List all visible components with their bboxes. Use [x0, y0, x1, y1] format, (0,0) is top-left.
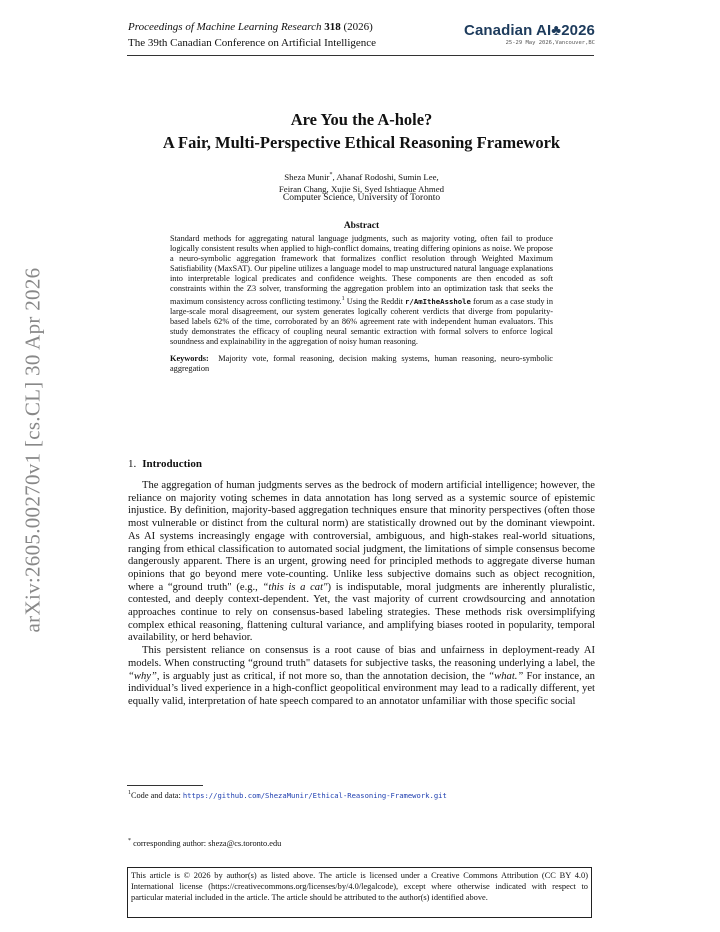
corresponding-author-mark: * [329, 172, 333, 178]
footnote-rule [127, 785, 203, 786]
abstract-part-2: Using the Reddit [344, 296, 406, 306]
keywords-list: Majority vote, formal reasoning, decision making systems, human reasoning, neuro-symbolic aggregation [170, 353, 553, 373]
keywords [170, 354, 553, 374]
author-first: Sheza Munir [284, 171, 330, 182]
abstract-body [170, 234, 553, 374]
section-heading [128, 458, 202, 470]
affiliation: Computer Science, University of Toronto [282, 193, 441, 203]
header-rule [127, 55, 594, 56]
keywords-label: Keywords: [170, 353, 209, 363]
body-text [128, 480, 595, 709]
abstract-part-1: Standard methods for aggregating natural language judgments, such as majority voting, often fail to produce logically consistent results when applied to high-conflict domains, treating differing opinions as noise. We propose a neuro-symbolic aggregation framework that formalizes conflict resolution through Weighted Maximum Satisfiability (MaxSAT). Our pipeline utilizes a language model to map unstructured natural language explanations into interpretable logical predicates and confidence weights. These components are then encoded as soft constraints within the Z3 solver, transforming the aggregation problem into an optimization task that seeks the maximum consistency across conflicting testimony. [170, 234, 553, 306]
abstract-part-3: forum as a case study in large-scale moral disagreement, our system generates logically coherent verdicts that diverge from popularity-based labels 62% of the time, corroborated by an 86% agreement rate with independent human evaluators. This study demonstrates the efficacy of coupling neural semantic extraction with formal solvers to enforce logical soundness and explainability in the aggregation of noisy human reasoning. [170, 296, 553, 346]
authors-line-1 [128, 169, 595, 183]
abstract-heading: Abstract [343, 221, 380, 231]
authors-rest: , Ahanaf Rodoshi, Sumin Lee, [332, 171, 439, 182]
footnote-1-mark: 1 [128, 790, 131, 796]
p2-part-a: This persistent reliance on consensus is a root cause of bias and unfairness in deployment-ready AI models. When constructing “ground truth" datasets for subjective tasks, the reasoning underlying a label, the [128, 645, 595, 669]
footnote-corresponding [128, 838, 281, 848]
footnote-1-text: Code and data: [131, 790, 183, 800]
title-line-1: Are You the A-hole? [290, 110, 433, 129]
journal-volume: 318 [324, 21, 341, 33]
p2-part-c: For instance, an individual’s lived experience in a high-conflict geopolitical environment may lead to a radically different, yet equally valid, interpretation of hate speech compared to an annotator unfamiliar with those specific social [128, 670, 595, 707]
maple-leaf-icon: ♣ [551, 22, 562, 39]
p1-example: “this is a cat" [262, 581, 328, 593]
footnote-corresponding-mark: * [128, 838, 131, 844]
corresponding-author-email: corresponding author: sheza@cs.toronto.edu [131, 838, 282, 848]
code-repository-link[interactable]: https://github.com/ShezaMunir/Ethical-Reasoning-Framework.git [182, 790, 447, 800]
section-title: Introduction [142, 458, 202, 470]
p2-why: “why” [128, 670, 157, 682]
running-header-conference: The 39th Canadian Conference on Artificial Intelligence [128, 37, 377, 49]
abstract-paragraph [170, 234, 553, 347]
p2-what: “what.” [488, 670, 524, 682]
author-list [128, 169, 595, 195]
p2-part-b: , is arguably just as critical, if not more so, than the annotation decision, the [156, 670, 489, 682]
logo-text-before: Canadian AI [464, 22, 552, 39]
journal-name: Proceedings of Machine Learning Research [128, 21, 322, 33]
footnote-1 [128, 790, 447, 800]
p1-part-b: ) is indisputable, moral judgments are inherently pluralistic, contested, and deeply context-dependent. Yet, the vast majority of current crowdsourcing and annotation approaches continue to rely on consensus-based labeling strategies. These methods risk oversimplifying complex ethical reasoning, flattening cultural variance, and amplifying biases rooted in popularity, temporal availability, or herd behavior. [128, 581, 595, 644]
journal-year: (2026) [343, 21, 373, 33]
arxiv-stamp-text: arXiv:2605.00270v1 [cs.CL] 30 Apr 2026 [20, 267, 45, 633]
section-number: 1. [128, 458, 137, 470]
body-paragraph-2 [128, 645, 595, 709]
conference-logo [455, 22, 595, 46]
authors-line-2: Feiran Chang, Xujie Si, Syed Ishtiaque Ahmed [278, 183, 445, 194]
abstract-footnote-ref: 1 [341, 296, 345, 302]
arxiv-stamp [10, 258, 56, 643]
title-line-2: A Fair, Multi-Perspective Ethical Reasoning Framework [162, 133, 561, 152]
forum-name: r/AmItheAsshole [405, 296, 471, 306]
logo-subtitle: 25-29 May 2026,Vancouver,BC [505, 40, 595, 46]
license-box [127, 867, 592, 918]
running-header-journal [128, 21, 373, 33]
logo-text-after: 2026 [561, 22, 595, 39]
logo-wordmark [455, 22, 595, 39]
p1-part-a: The aggregation of human judgments serves as the bedrock of modern artificial intelligence; however, the reliance on majority voting schemes in data annotation has long served as a systemic source of epistemic injustice. By definition, majority-based aggregation techniques ensure that minority perspectives (often those most vulnerable or distinct from the cultural norm) are statistically drowned out by the dominant viewpoint. As AI systems increasingly engage with controversial, ambiguous, and high-stakes real-world situations, ranging from ethical classification to automated social judgment, the limitations of simple consensus become dangerously apparent. There is an urgent, growing need for principled methods to aggregate diverse human opinions that go beyond mere vote-counting. Unlike less subjective domains such as object recognition, where a “ground truth" (e.g., [128, 480, 595, 593]
paper-title [128, 108, 595, 154]
body-paragraph-1 [128, 480, 595, 645]
license-text: This article is © 2026 by author(s) as listed above. The article is licensed under a Creative Commons Attribution (CC BY 4.0) International license (https://creativecommons.org/licenses/by/4.0/legalcode), except where otherwise indicated with respect to particular material included in the article. The article should be attributed to the author(s) identified above. [131, 871, 588, 902]
